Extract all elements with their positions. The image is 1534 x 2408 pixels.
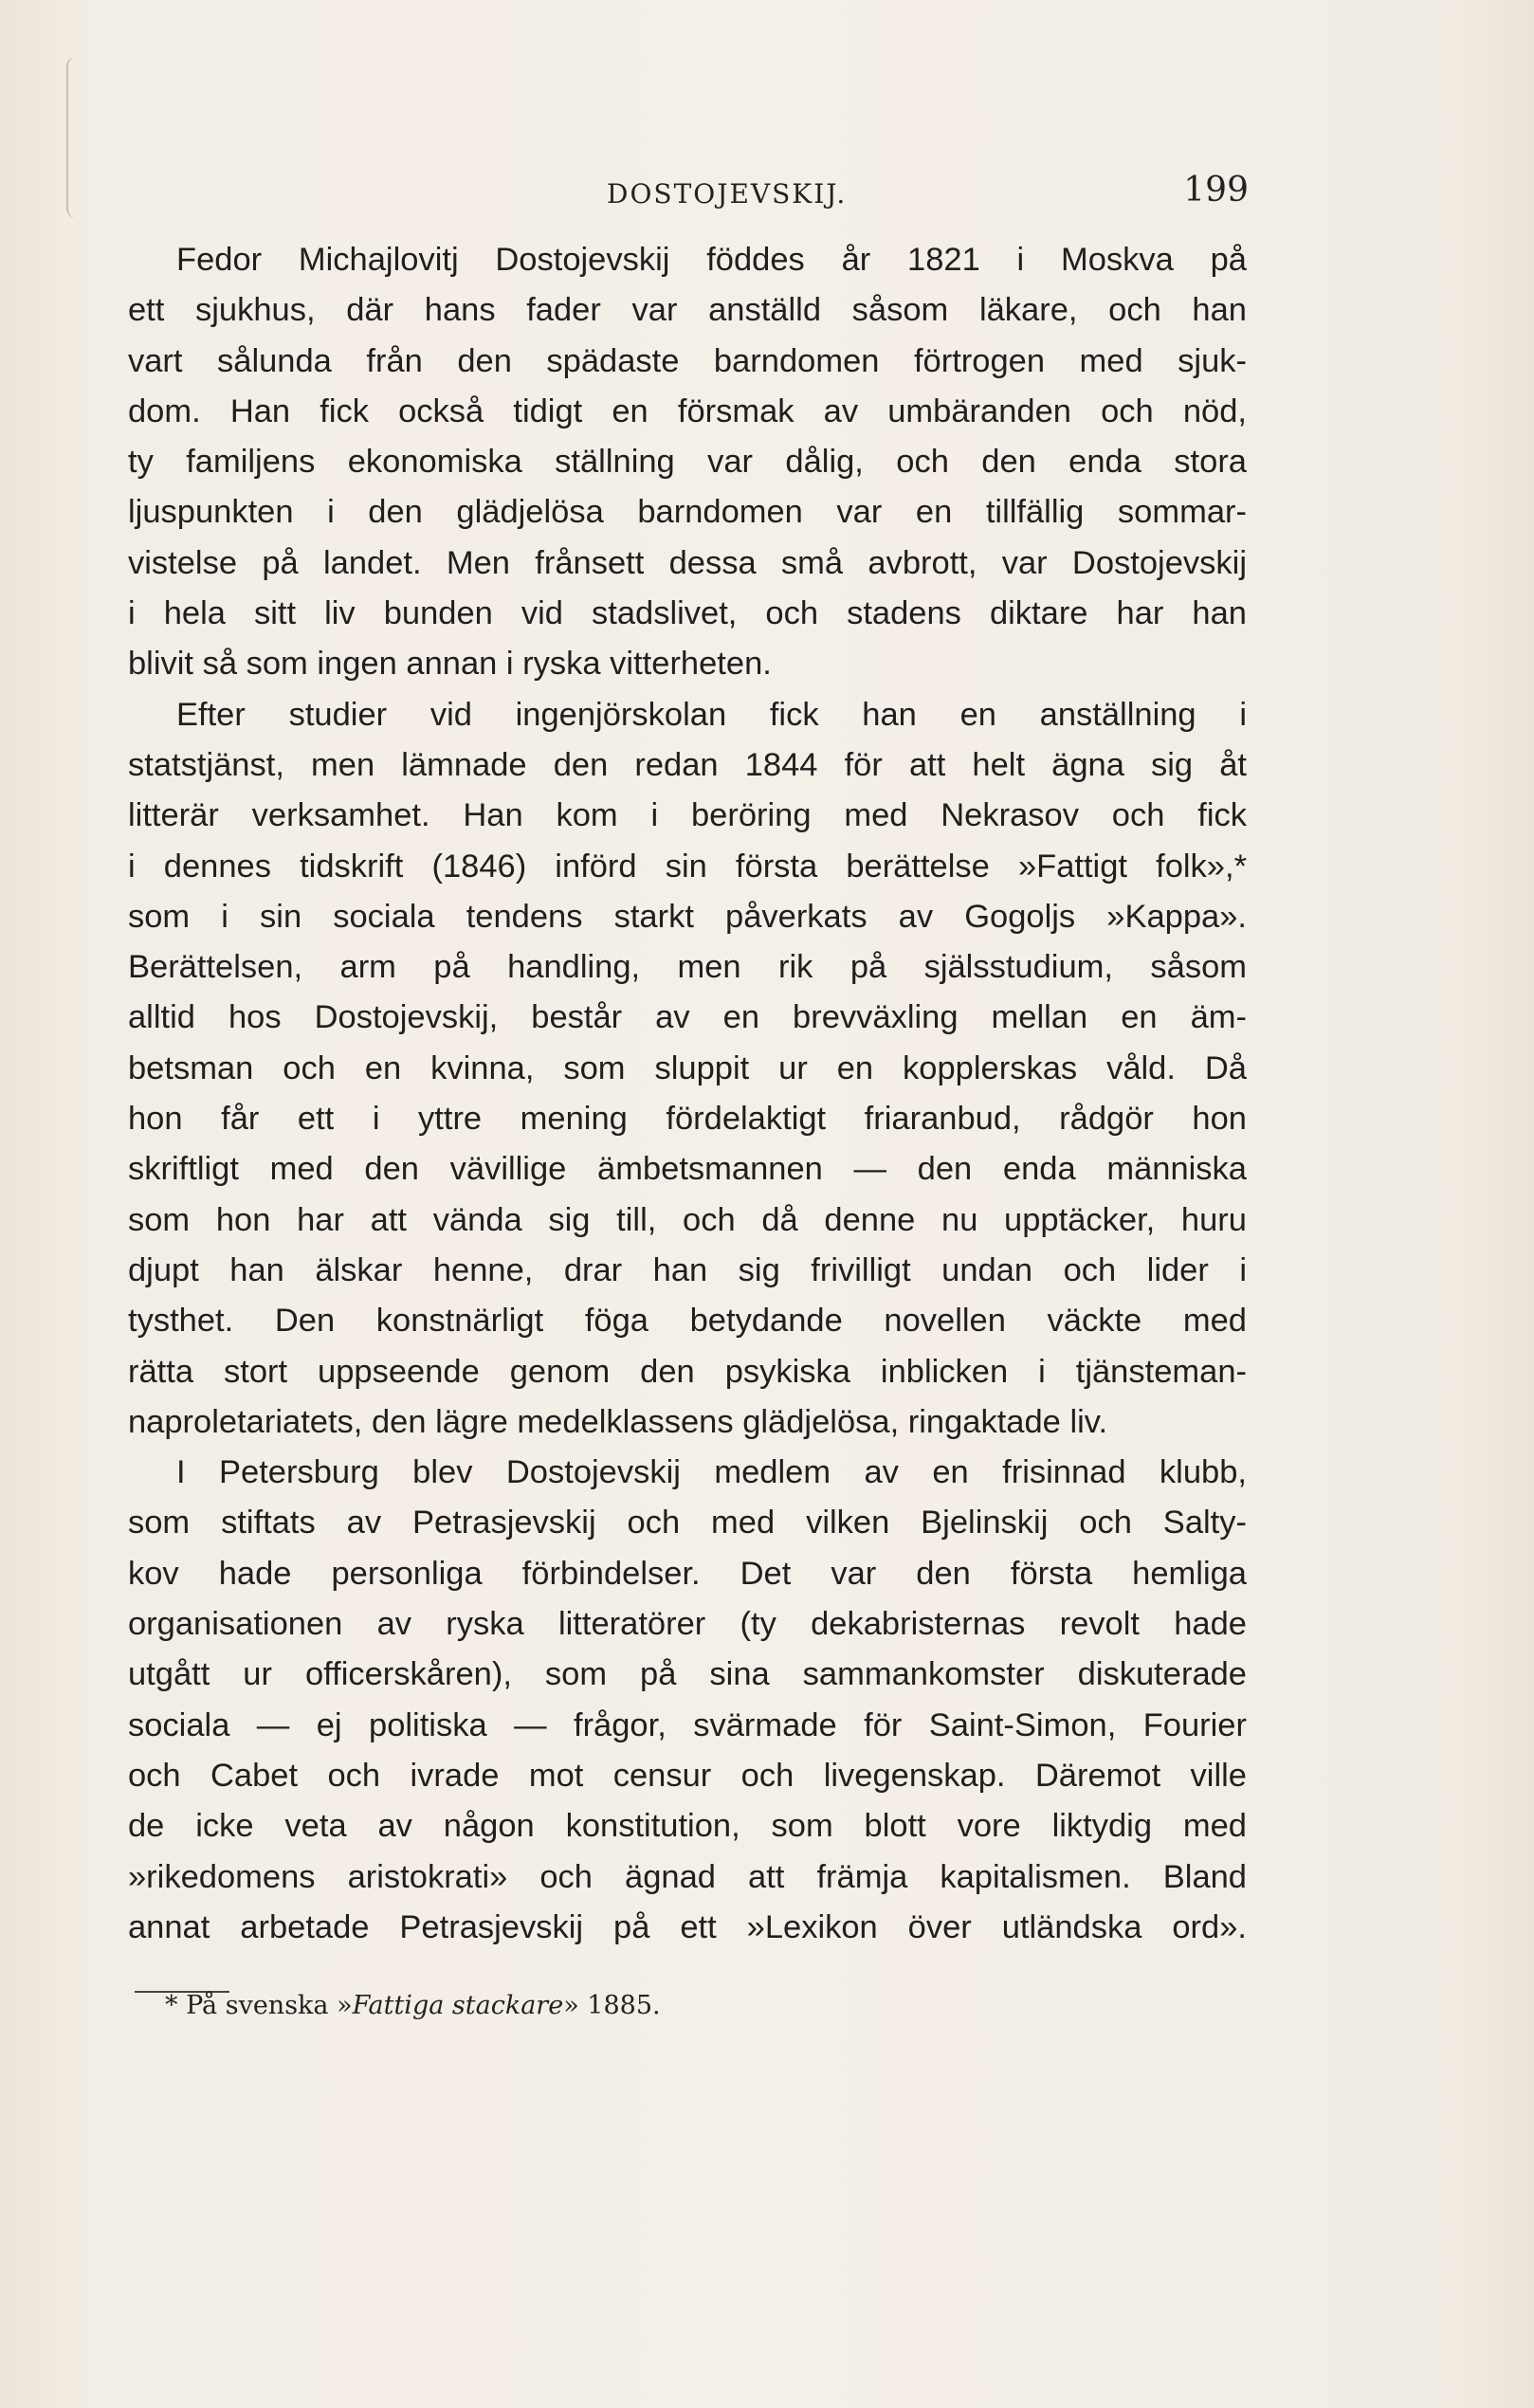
page-header: [123, 161, 1249, 228]
footnote-marker: * På svenska »: [165, 1991, 353, 2020]
text-line: som i sin sociala tendens starkt påverkats av Gogoljs »Kappa».: [128, 898, 1247, 935]
footnote-title: Fattiga stackare: [352, 1991, 564, 2020]
text-line: vistelse på landet. Men frånsett dessa små avbrott, var Dostojevskij: [128, 544, 1247, 581]
text-line: i hela sitt liv bunden vid stadslivet, och stadens diktare har han: [128, 595, 1247, 632]
text-line: I Petersburg blev Dostojevskij medlem av en frisinnad klubb,: [176, 1454, 1247, 1491]
text-line: rätta stort uppseende genom den psykiska inblicken i tjänsteman-: [128, 1353, 1247, 1390]
text-line: annat arbetade Petrasjevskij på ett »Lexikon över utländska ord».: [128, 1908, 1247, 1945]
text-line: Berättelsen, arm på handling, men rik på själsstudium, såsom: [128, 949, 1247, 986]
text-line: skriftligt med den vävillige ämbetsmannen — den enda människa: [128, 1151, 1247, 1188]
text-line: sociala — ej politiska — frågor, svärmade för Saint-Simon, Fourier: [128, 1706, 1247, 1743]
running-title: DOSTOJEVSKIJ.: [607, 178, 848, 210]
text-line: ty familjens ekonomiska ställning var dålig, och den enda stora: [128, 444, 1247, 481]
text-line: ett sjukhus, där hans fader var anställd såsom läkare, och han: [128, 292, 1247, 329]
text-line: Fedor Michajlovitj Dostojevskij föddes år 1821 i Moskva på: [176, 242, 1247, 278]
text-line: organisationen av ryska litteratörer (ty dekabristernas revolt hade: [128, 1606, 1247, 1643]
page-number: 199: [1183, 171, 1249, 210]
footnote-suffix: » 1885.: [563, 1991, 661, 2020]
text-line: blivit så som ingen annan i ryska vitterheten.: [128, 646, 772, 683]
text-line: statstjänst, men lämnade den redan 1844 för att helt ägna sig åt: [128, 746, 1247, 783]
body-text: [128, 235, 1247, 1953]
footnote: [165, 1988, 661, 2024]
text-line: hon får ett i yttre mening fördelaktigt friaranbud, rådgör hon: [128, 1101, 1247, 1138]
text-line: litterär verksamhet. Han kom i beröring med Nekrasov och fick: [128, 797, 1247, 834]
text-line: naproletariatets, den lägre medelklassens glädjelösa, ringaktade liv.: [128, 1403, 1108, 1440]
text-line: utgått ur officerskåren), som på sina sammankomster diskuterade: [128, 1656, 1247, 1693]
text-line: alltid hos Dostojevskij, består av en brevväxling mellan en äm-: [128, 999, 1247, 1036]
text-line: och Cabet och ivrade mot censur och livegenskap. Däremot ville: [128, 1757, 1247, 1794]
text-line: ljuspunkten i den glädjelösa barndomen var en tillfällig sommar-: [128, 494, 1247, 531]
text-line: betsman och en kvinna, som sluppit ur en kopplerskas våld. Då: [128, 1049, 1247, 1086]
text-line: tysthet. Den konstnärligt föga betydande novellen väckte med: [128, 1303, 1247, 1340]
text-line: djupt han älskar henne, drar han sig frivilligt undan och lider i: [128, 1251, 1247, 1288]
text-line: vart sålunda från den spädaste barndomen förtrogen med sjuk-: [128, 342, 1247, 379]
text-line: som stiftats av Petrasjevskij och med vilken Bjelinskij och Salty-: [128, 1505, 1247, 1541]
text-line: Efter studier vid ingenjörskolan fick han en anställning i: [176, 696, 1247, 733]
text-line: kov hade personliga förbindelser. Det var den första hemliga: [128, 1555, 1247, 1592]
text-line: i dennes tidskrift (1846) införd sin första berättelse »Fattigt folk»,*: [128, 848, 1247, 885]
page-fold-mark: [66, 57, 76, 218]
text-line: som hon har att vända sig till, och då denne nu upptäcker, huru: [128, 1201, 1247, 1238]
text-line: dom. Han fick också tidigt en försmak av umbäranden och nöd,: [128, 392, 1247, 429]
text-line: de icke veta av någon konstitution, som blott vore liktydig med: [128, 1808, 1247, 1845]
text-line: »rikedomens aristokrati» och ägnad att främja kapitalismen. Bland: [128, 1858, 1247, 1895]
